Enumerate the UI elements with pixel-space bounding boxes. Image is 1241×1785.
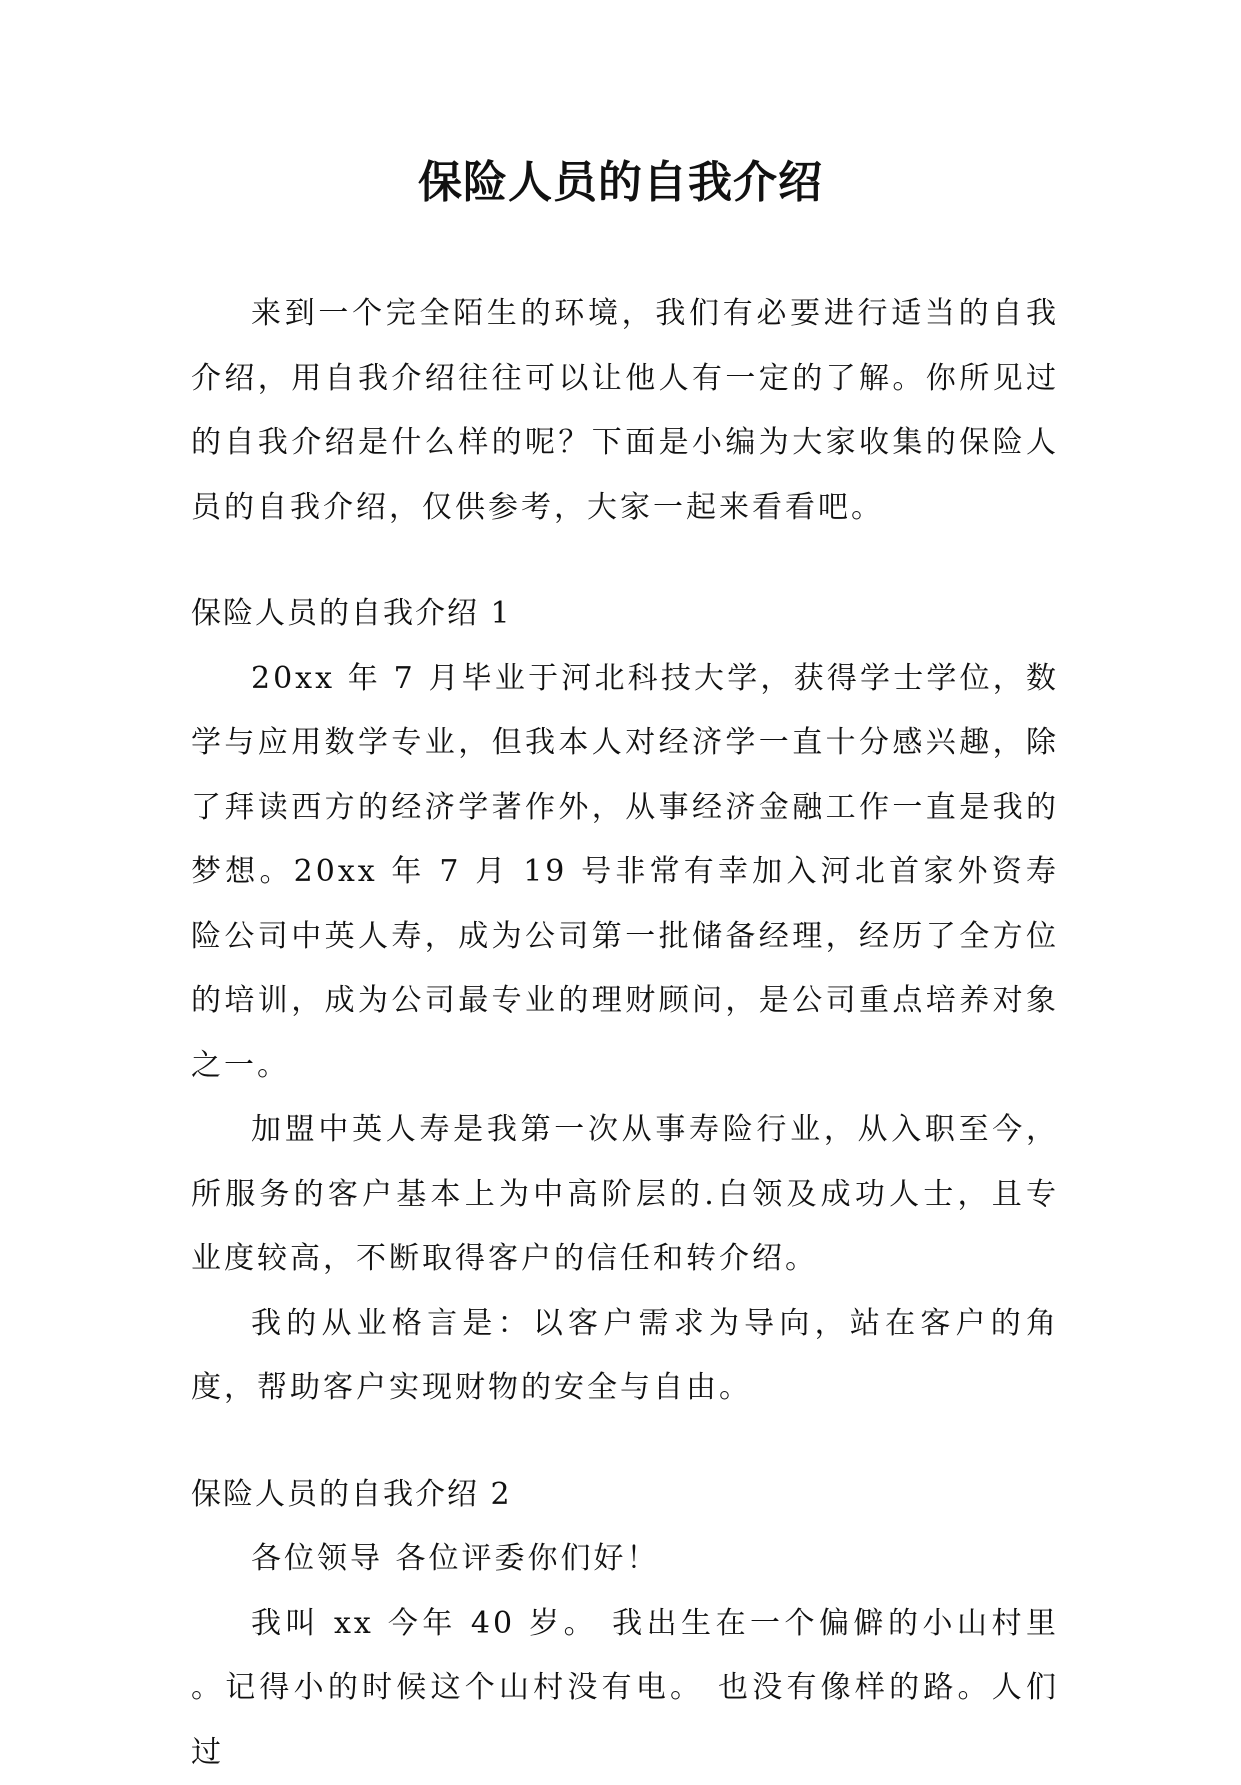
section-heading: 保险人员的自我介绍 1 [191,582,1059,647]
section-paragraph: 我叫 xx 今年 40 岁。 我出生在一个偏僻的小山村里 。记得小的时候这个山村没有电。 也没有像样的路。人们过 [191,1592,1059,1785]
section-spacer [191,1421,1059,1463]
document-body [191,282,1059,1785]
section-paragraph: 各位领导 各位评委你们好！ [191,1527,1059,1592]
section-2 [191,1463,1059,1785]
section-paragraph: 20xx 年 7 月毕业于河北科技大学，获得学士学位，数学与应用数学专业，但我本人对经济学一直十分感兴趣，除了拜读西方的经济学著作外，从事经济金融工作一直是我的梦想。20xx 年 7 月 19 号非常有幸加入河北首家外资寿险公司中英人寿，成为公司第一批储备经理，经历了全方位的培训，成为公司最专业的理财顾问，是公司重点培养对象之一。 [191,647,1059,1099]
intro-paragraph: 来到一个完全陌生的环境，我们有必要进行适当的自我介绍，用自我介绍往往可以让他人有一定的了解。你所见过的自我介绍是什么样的呢？下面是小编为大家收集的保险人员的自我介绍，仅供参考，大家一起来看看吧。 [191,282,1059,540]
section-paragraph: 我的从业格言是：以客户需求为导向，站在客户的角度，帮助客户实现财物的安全与自由。 [191,1292,1059,1421]
section-heading: 保险人员的自我介绍 2 [191,1463,1059,1528]
document-title: 保险人员的自我介绍 [0,150,1241,216]
section-paragraph: 加盟中英人寿是我第一次从事寿险行业，从入职至今，所服务的客户基本上为中高阶层的.白领及成功人士，且专业度较高，不断取得客户的信任和转介绍。 [191,1098,1059,1292]
section-1 [191,582,1059,1421]
